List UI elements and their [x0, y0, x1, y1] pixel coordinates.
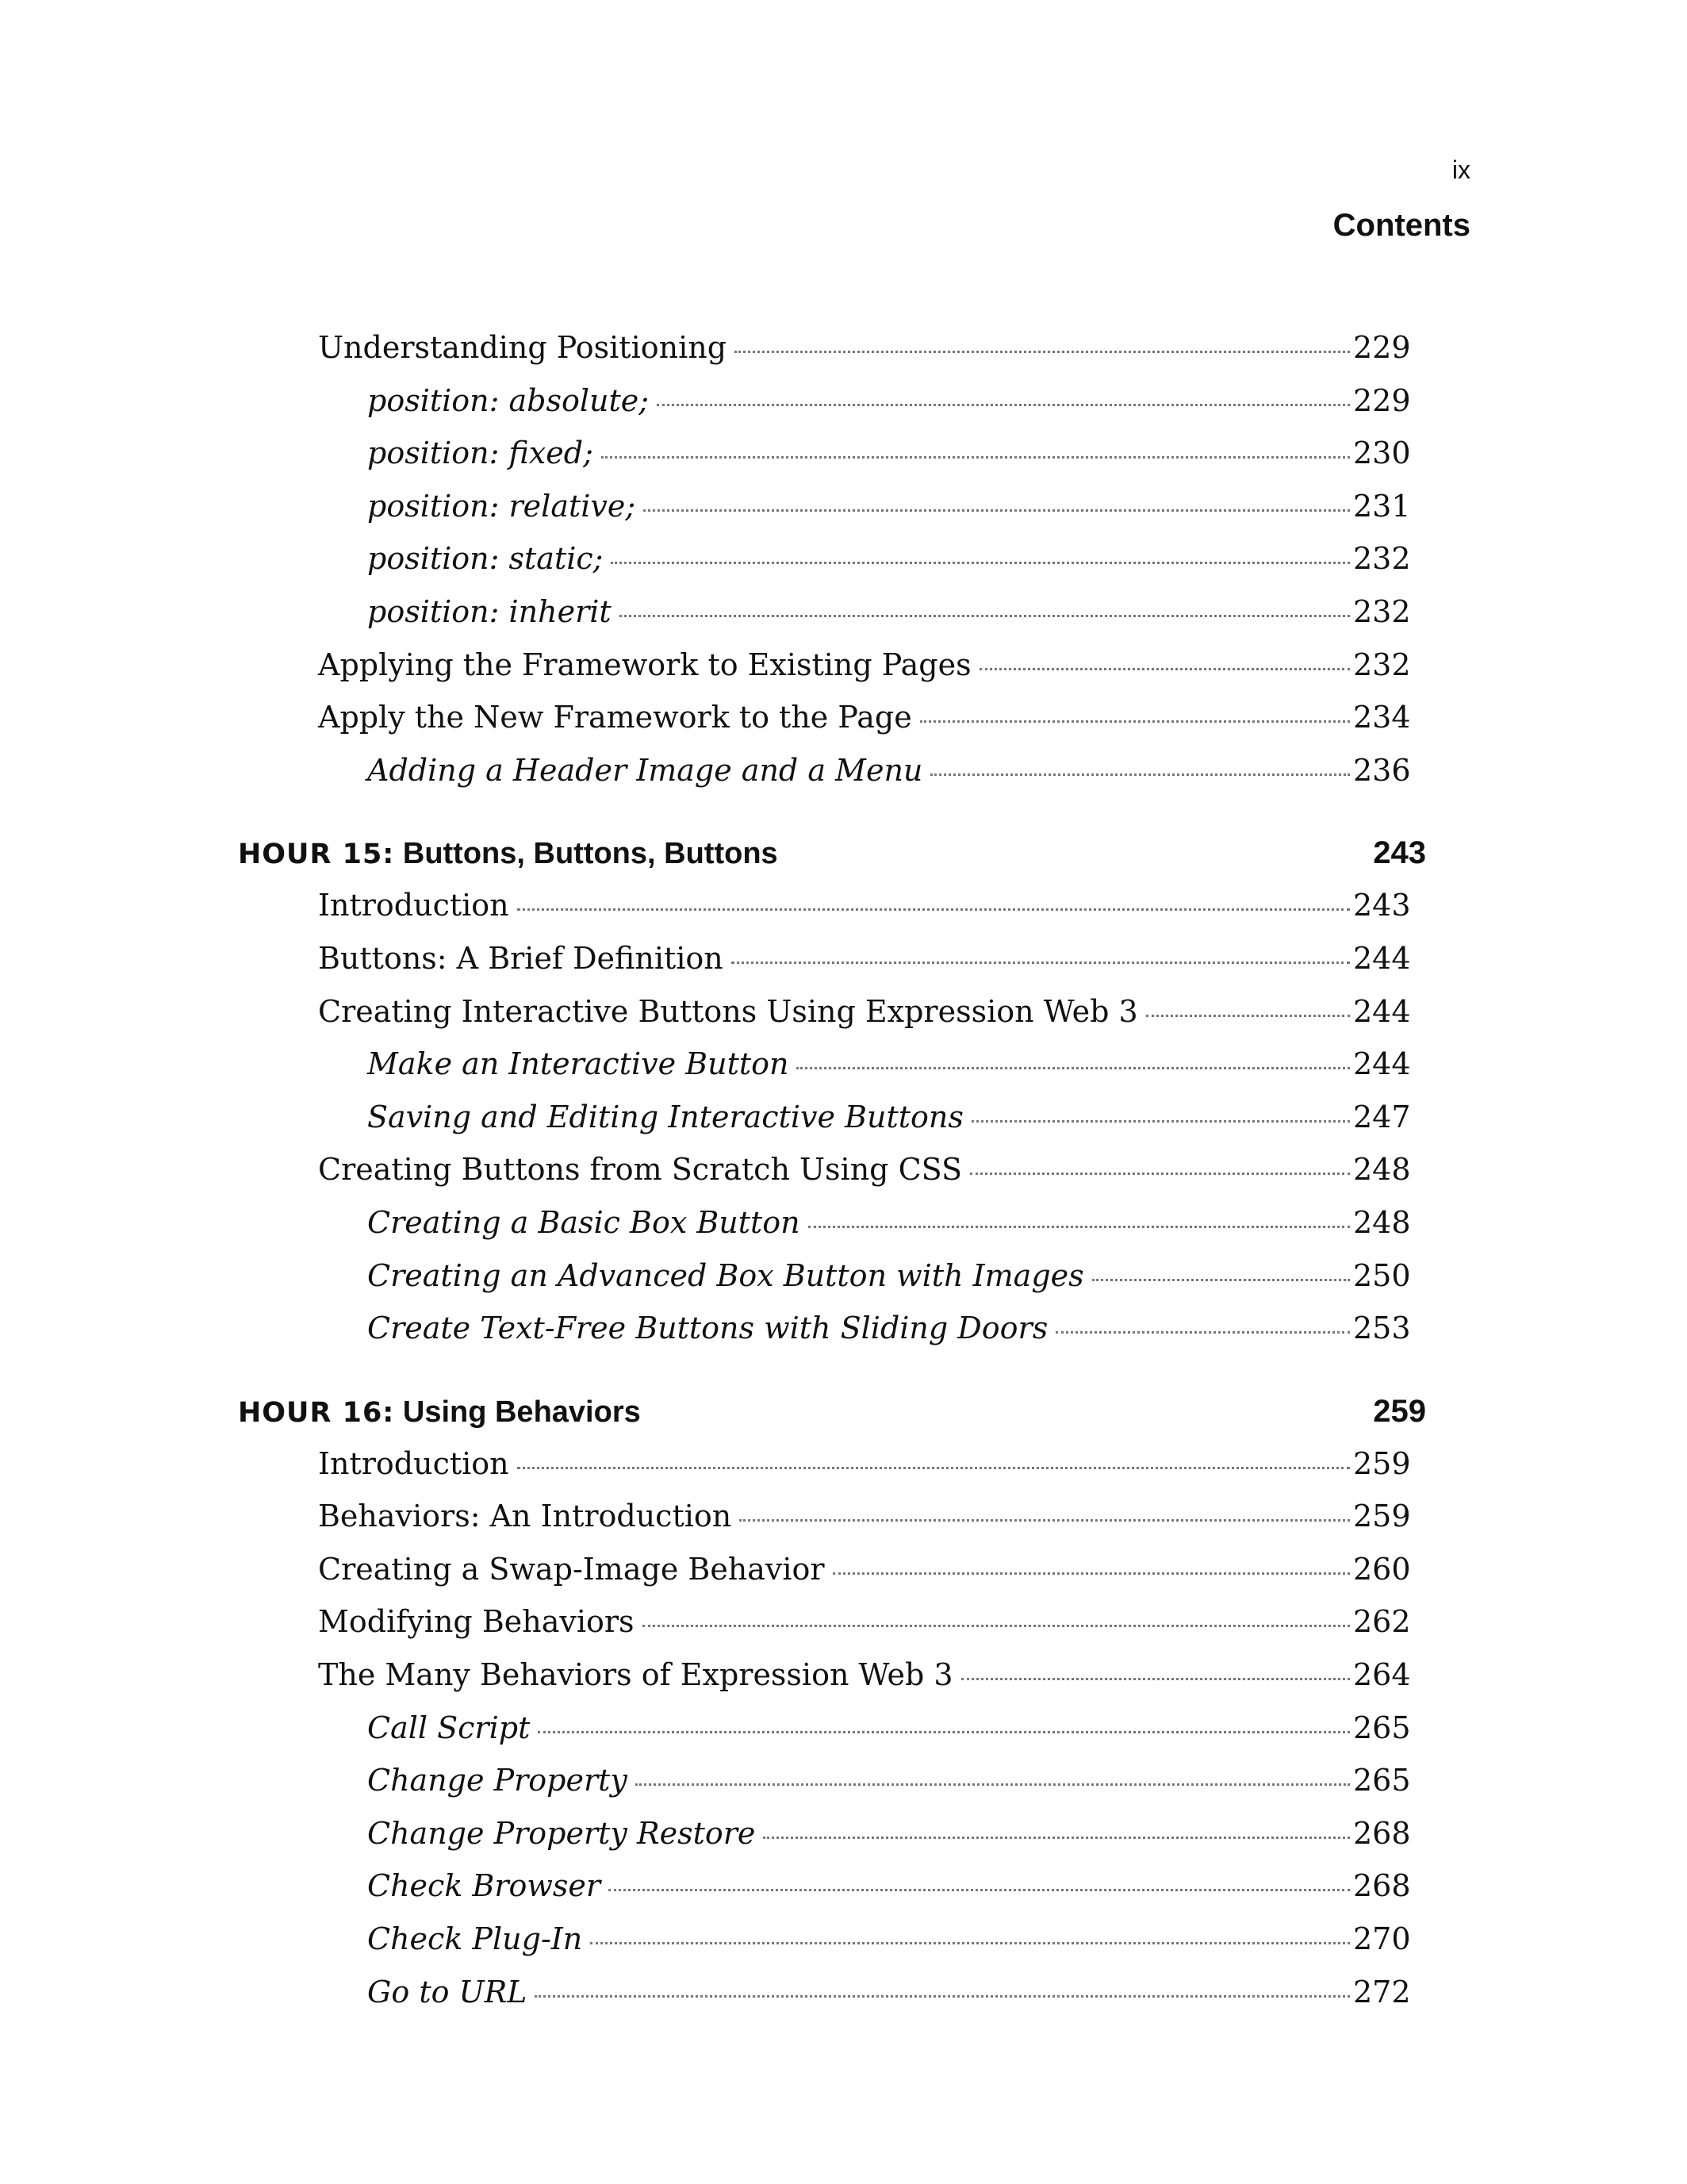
toc-subentry[interactable] [238, 1196, 1426, 1249]
entry-title: Change Property [367, 1763, 627, 1798]
dot-leader [833, 1571, 1350, 1575]
toc-subentry[interactable] [238, 427, 1426, 480]
entry-page-number: 229 [1353, 330, 1411, 365]
dot-leader [961, 1676, 1350, 1680]
hour-heading[interactable] [238, 827, 1426, 879]
entry-title: Applying the Framework to Existing Pages [318, 647, 972, 682]
entry-page-number: 244 [1353, 1046, 1411, 1082]
entry-title: Introduction [318, 888, 509, 923]
toc-entry[interactable] [238, 1490, 1426, 1543]
entry-title: Modifying Behaviors [318, 1604, 635, 1640]
entry-title: Change Property Restore [367, 1815, 756, 1851]
dot-leader [517, 1465, 1350, 1469]
toc-entry[interactable] [238, 932, 1426, 985]
toc-subentry[interactable] [238, 1702, 1426, 1755]
entry-page-number: 268 [1353, 1815, 1411, 1851]
entry-title: Apply the New Framework to the Page [318, 700, 912, 735]
entry-title: Creating an Advanced Box Button with Images [367, 1257, 1084, 1293]
hour-label: HOUR 16: [238, 1396, 395, 1429]
dot-leader [608, 1887, 1350, 1891]
entry-title: Check Plug-In [367, 1921, 583, 1957]
toc-subentry[interactable] [238, 1091, 1426, 1144]
entry-title: position: fixed; [367, 436, 593, 471]
toc-subentry[interactable] [238, 480, 1426, 533]
entry-title: Make an Interactive Button [367, 1046, 789, 1082]
dot-leader [731, 960, 1350, 964]
toc-subentry[interactable] [238, 1807, 1426, 1860]
entry-title: position: relative; [367, 488, 636, 524]
page-number: ix [1451, 155, 1470, 184]
entry-page-number: 259 [1353, 1499, 1411, 1534]
dot-leader [920, 719, 1350, 723]
toc-hour-section [238, 827, 1426, 1354]
dot-leader [1146, 1013, 1350, 1017]
toc-subentry[interactable] [238, 1249, 1426, 1303]
entry-page-number: 232 [1353, 541, 1411, 577]
dot-leader [808, 1224, 1350, 1228]
entry-page-number: 234 [1353, 700, 1411, 735]
dot-leader [930, 772, 1350, 776]
toc-subentry[interactable] [238, 744, 1426, 797]
toc-subentry[interactable] [238, 1302, 1426, 1355]
entry-page-number: 270 [1353, 1921, 1411, 1957]
dot-leader [734, 349, 1350, 353]
toc-hour-section [238, 1385, 1426, 2019]
entry-page-number: 236 [1353, 752, 1411, 788]
hour-title: Using Behaviors [402, 1395, 641, 1429]
dot-leader [619, 613, 1350, 617]
dot-leader [657, 402, 1350, 406]
entry-title: Create Text-Free Buttons with Sliding Doors [367, 1311, 1049, 1346]
entry-title: Go to URL [367, 1974, 527, 2009]
toc-entry[interactable] [238, 879, 1426, 932]
dot-leader [535, 1994, 1350, 1998]
dot-leader [739, 1518, 1350, 1522]
hour-label: HOUR 15: [238, 839, 395, 871]
hour-heading-text [238, 1386, 641, 1439]
hour-heading-text [238, 827, 778, 881]
entry-page-number: 244 [1353, 993, 1411, 1029]
toc-entry[interactable] [238, 639, 1426, 692]
dot-leader [970, 1171, 1350, 1175]
entry-page-number: 250 [1353, 1257, 1411, 1293]
entry-page-number: 253 [1353, 1311, 1411, 1346]
entry-title: Creating Interactive Buttons Using Expression Web 3 [318, 993, 1138, 1029]
dot-leader [601, 455, 1350, 459]
toc-entry[interactable] [238, 1543, 1426, 1596]
toc-entry[interactable] [238, 691, 1426, 744]
dot-leader [972, 1119, 1350, 1123]
entry-title: The Many Behaviors of Expression Web 3 [318, 1657, 953, 1693]
entry-page-number: 232 [1353, 593, 1411, 629]
entry-page-number: 230 [1353, 436, 1411, 471]
dot-leader [590, 1940, 1350, 1944]
entry-page-number: 229 [1353, 382, 1411, 418]
toc-entry[interactable] [238, 1595, 1426, 1649]
dot-leader [538, 1729, 1350, 1733]
dot-leader [796, 1065, 1350, 1069]
entry-page-number: 265 [1353, 1763, 1411, 1798]
entry-page-number: 231 [1353, 488, 1411, 524]
dot-leader [1056, 1330, 1350, 1334]
entry-page-number: 247 [1353, 1099, 1411, 1134]
hour-title: Buttons, Buttons, Buttons [402, 837, 778, 871]
toc-subentry[interactable] [238, 1754, 1426, 1807]
entry-title: Introduction [318, 1445, 509, 1481]
hour-heading[interactable] [238, 1385, 1426, 1437]
entry-title: Call Script [367, 1710, 531, 1745]
entry-page-number: 262 [1353, 1604, 1411, 1640]
dot-leader [1092, 1277, 1350, 1281]
running-head: Contents [1332, 208, 1470, 243]
entry-title: Adding a Header Image and a Menu [367, 752, 923, 788]
entry-title: Behaviors: An Introduction [318, 1499, 732, 1534]
entry-page-number: 259 [1353, 1445, 1411, 1481]
dot-leader [611, 560, 1350, 564]
entry-page-number: 244 [1353, 940, 1411, 976]
entry-title: Check Browser [367, 1868, 601, 1904]
entry-title: position: static; [367, 541, 604, 577]
toc-subentry[interactable] [238, 1038, 1426, 1091]
toc-section-continued [238, 321, 1426, 796]
entry-title: Creating Buttons from Scratch Using CSS [318, 1152, 963, 1188]
toc-subentry[interactable] [238, 1913, 1426, 1966]
entry-page-number: 248 [1353, 1204, 1411, 1240]
entry-title: Creating a Basic Box Button [367, 1204, 800, 1240]
dot-leader [643, 508, 1350, 512]
entry-title: Buttons: A Brief Definition [318, 940, 723, 976]
entry-page-number: 232 [1353, 647, 1411, 682]
hour-page-number: 243 [1373, 835, 1426, 871]
toc-subentry[interactable] [238, 585, 1426, 639]
entry-title: Saving and Editing Interactive Buttons [367, 1099, 964, 1134]
dot-leader [642, 1623, 1350, 1627]
hour-page-number: 259 [1373, 1393, 1426, 1429]
dot-leader [517, 907, 1350, 911]
toc-entry[interactable] [238, 1437, 1426, 1491]
entry-page-number: 264 [1353, 1657, 1411, 1693]
entry-title: Creating a Swap-Image Behavior [318, 1551, 825, 1587]
entry-page-number: 265 [1353, 1710, 1411, 1745]
toc-entry[interactable] [238, 1649, 1426, 1702]
entry-page-number: 272 [1353, 1974, 1411, 2009]
toc-subentry[interactable] [238, 1860, 1426, 1913]
toc-entry[interactable] [238, 321, 1426, 374]
toc-subentry[interactable] [238, 1966, 1426, 2019]
entry-page-number: 268 [1353, 1868, 1411, 1904]
entry-title: Understanding Positioning [318, 330, 727, 365]
entry-title: position: inherit [367, 593, 612, 629]
table-of-contents [238, 321, 1426, 2018]
entry-page-number: 260 [1353, 1551, 1411, 1587]
dot-leader [763, 1835, 1350, 1839]
dot-leader [980, 666, 1350, 670]
entry-page-number: 248 [1353, 1152, 1411, 1188]
toc-subentry[interactable] [238, 374, 1426, 428]
entry-title: position: absolute; [367, 382, 650, 418]
toc-entry[interactable] [238, 1143, 1426, 1196]
toc-entry[interactable] [238, 985, 1426, 1038]
toc-subentry[interactable] [238, 532, 1426, 585]
dot-leader [635, 1782, 1350, 1786]
entry-page-number: 243 [1353, 888, 1411, 923]
